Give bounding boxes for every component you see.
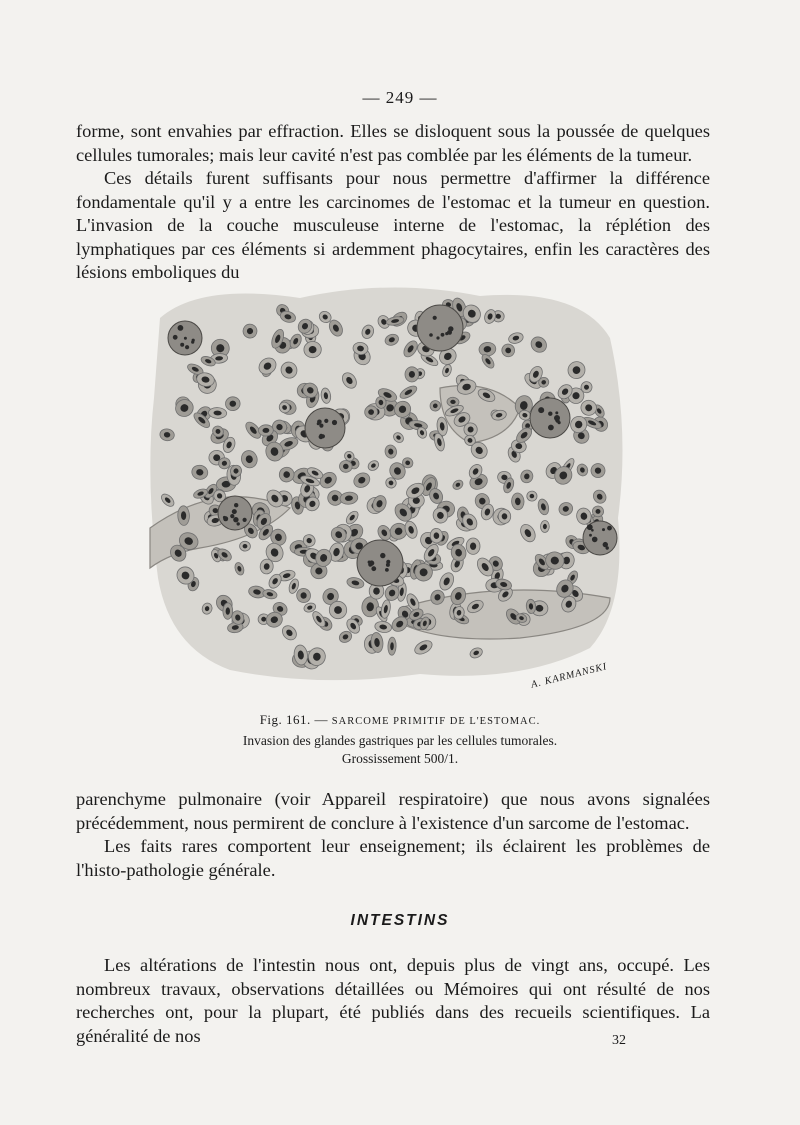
inclusion-granule (589, 534, 592, 537)
inclusion-granule (230, 514, 234, 518)
inclusion-granule (606, 546, 609, 549)
inclusion-granule (602, 528, 605, 531)
inclusion-granule (237, 522, 240, 525)
tumor-cell (388, 637, 397, 655)
figure-title: SARCOME PRIMITIF DE L'ESTOMAC. (331, 716, 541, 727)
inclusion-granule (234, 503, 238, 507)
paragraph-conclusion: parenchyme pulmonaire (voir Appareil respiratoire) que nous avons signalées précédemment, nous permirent de conclure à l'existence d'un sarcome de l'estomac. (76, 789, 710, 833)
inclusion-granule (548, 412, 552, 416)
paragraph-top (76, 120, 710, 285)
inclusion-granule (184, 337, 187, 340)
inclusion-granule (591, 529, 594, 532)
phagocytic-cell (357, 540, 403, 586)
tumor-cell (365, 406, 378, 419)
section-heading: INTESTINS (350, 912, 450, 929)
phagocytic-cell (417, 305, 463, 351)
inclusion-granule (607, 526, 612, 531)
inclusion-granule (548, 425, 554, 431)
inclusion-granule (538, 407, 544, 413)
figure-label: Fig. 161. — (259, 712, 329, 727)
inclusion-granule (555, 411, 558, 414)
inclusion-granule (386, 560, 390, 564)
inclusion-granule (324, 419, 328, 423)
histology-drawing (140, 278, 630, 690)
tumor-cell (592, 506, 604, 518)
figure-caption-magnification: Grossissement 500/1. (341, 751, 459, 766)
inclusion-granule (332, 420, 337, 425)
paragraph-lesson: Les faits rares comportent leur enseignement; ils éclairent les problèmes de l'histo-pathologie générale. (76, 836, 710, 880)
cell-nucleus (373, 588, 380, 595)
tumor-cell (405, 367, 419, 382)
phagocytic-cell (530, 398, 570, 438)
figure-caption-description: Invasion des glandes gastriques par les cellules tumorales. (242, 733, 558, 748)
inclusion-granule (436, 336, 439, 339)
tumor-cell (466, 538, 480, 554)
inclusion-granule (317, 422, 320, 425)
paragraph-middle (76, 788, 710, 882)
tumor-cell (258, 425, 273, 437)
page-number: — 249 — (362, 88, 438, 107)
inclusion-granule (433, 316, 437, 320)
inclusion-granule (429, 333, 433, 337)
inclusion-granule (180, 343, 184, 347)
inclusion-granule (385, 568, 389, 572)
inclusion-granule (178, 325, 184, 331)
inclusion-granule (380, 553, 385, 558)
inclusion-granule (447, 330, 451, 334)
inclusion-granule (319, 424, 323, 428)
inclusion-granule (243, 518, 247, 522)
inclusion-granule (321, 434, 325, 438)
inclusion-granule (592, 537, 598, 543)
tumor-cell (540, 520, 549, 532)
paragraph-continuation: forme, sont envahies par effraction. Elles se disloquent sous la poussée de quelques cellules tumorales; mais leur cavité n'est pas comblée par les éléments de la tumeur. (76, 121, 710, 165)
inclusion-granule (556, 420, 559, 423)
inclusion-granule (232, 509, 237, 514)
figure-caption-title (0, 712, 800, 728)
cell-nucleus (470, 543, 476, 550)
inclusion-granule (233, 517, 238, 522)
inclusion-granule (192, 339, 195, 342)
tumor-cell (498, 509, 511, 523)
paragraph-intestins: Les altérations de l'intestin nous ont, depuis plus de vingt ans, occupé. Les nombreux travaux, observations détaillées ou Mémoires qui ont résulté de nos recherches ont, pour la plupart, été publiés dans des recueils scientifiques. La généralité de nos (76, 955, 710, 1046)
artist-signature: A. KARMANSKI (530, 661, 609, 691)
inclusion-granule (369, 560, 374, 565)
cell-nucleus (409, 371, 415, 378)
inclusion-granule (223, 516, 228, 521)
inclusion-granule (441, 333, 445, 337)
tumor-cell (223, 603, 233, 620)
inclusion-granule (371, 566, 376, 571)
tumor-cell (177, 506, 189, 526)
inclusion-granule (174, 336, 176, 338)
inclusion-granule (185, 345, 189, 349)
phagocytic-cell (305, 408, 345, 448)
figure-illustration (140, 278, 630, 690)
signature-mark: 32 (612, 1033, 626, 1048)
paragraph-difference: Ces détails furent suffisants pour nous permettre d'affirmer la différence fondamentale qu'il y a entre les carcinomes de l'estomac et la tumeur en question. L'invasion de la couche musculeuse interne de l'estomac, la réplétion des lymphatiques par ces éléments si ardemment phagocytaires, enfin les caractères des lésions emboliques du (76, 168, 710, 282)
